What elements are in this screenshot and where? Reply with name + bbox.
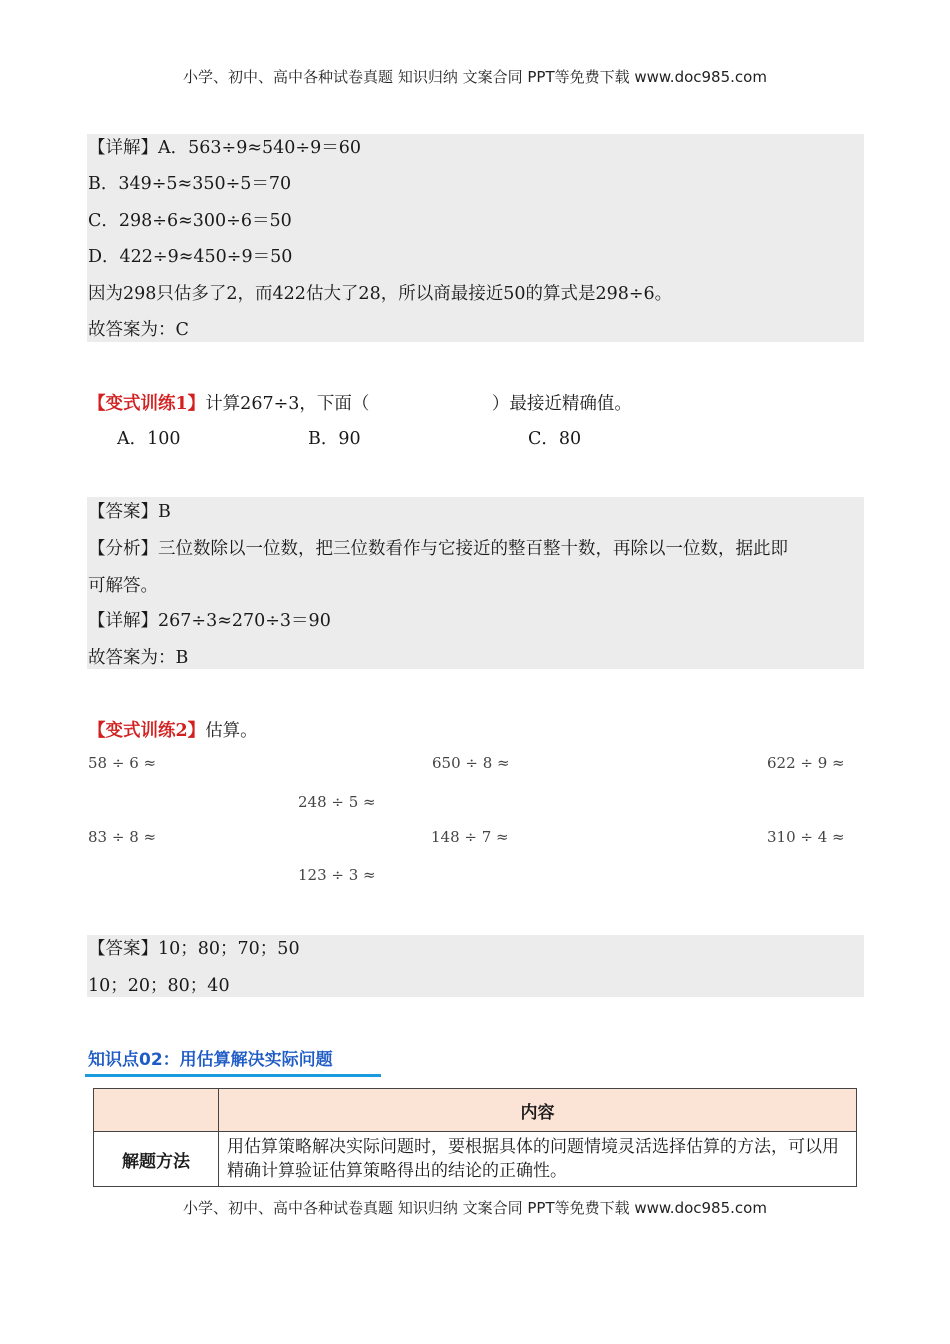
option-c: C．80 (528, 429, 582, 449)
solution-line: 可解答。 (88, 576, 158, 596)
solution-line: C．298÷6≈300÷6＝50 (88, 211, 292, 231)
solution-block-2 (87, 497, 864, 669)
exercise-2-text: 估算。 (205, 721, 258, 741)
option-b: B．90 (308, 429, 361, 449)
solution-line: 【详解】267÷3≈270÷3＝90 (88, 611, 331, 631)
exercise-1-question (88, 393, 632, 415)
solution-block-1 (87, 134, 864, 342)
answer-line: 【答案】10；80；70；50 (88, 939, 300, 959)
title-underline (85, 1074, 381, 1077)
exercise-2-question (88, 720, 258, 742)
solution-line: D．422÷9≈450÷9＝50 (88, 247, 293, 267)
estimate-item: 310 ÷ 4 ≈ (767, 828, 845, 846)
estimate-item: 622 ÷ 9 ≈ (767, 754, 845, 772)
solution-line: 【详解】A．563÷9≈540÷9＝60 (88, 138, 361, 158)
estimate-item: 83 ÷ 8 ≈ (88, 828, 157, 846)
knowledge-table (93, 1088, 857, 1187)
page-header: 小学、初中、高中各种试卷真题 知识归纳 文案合同 PPT等免费下载 www.doc985.com (183, 68, 767, 86)
exercise-2-tag: 【变式训练2】 (88, 721, 206, 741)
solution-line: 【答案】B (88, 502, 171, 522)
table-header-empty (94, 1089, 219, 1132)
estimate-item: 58 ÷ 6 ≈ (88, 754, 157, 772)
answer-line: 10；20；80；40 (88, 976, 230, 996)
solution-line: 因为298只估多了2，而422估大了28，所以商最接近50的算式是298÷6。 (88, 284, 673, 304)
solution-line: 【分析】三位数除以一位数，把三位数看作与它接近的整百整十数，再除以一位数，据此即 (88, 539, 788, 559)
table-row-text: 用估算策略解决实际问题时，要根据具体的问题情境灵活选择估算的方法，可以用精确计算验证估算策略得出的结论的正确性。 (219, 1132, 857, 1187)
option-a: A．100 (117, 429, 181, 449)
exercise-1-text: 计算267÷3，下面（ ）最接近精确值。 (205, 394, 632, 414)
exercise-1-tag: 【变式训练1】 (88, 394, 206, 414)
estimate-item: 148 ÷ 7 ≈ (431, 828, 509, 846)
solution-line: 故答案为：B (88, 648, 189, 668)
solution-line: 故答案为：C (88, 320, 189, 340)
estimate-item: 650 ÷ 8 ≈ (432, 754, 510, 772)
page-footer: 小学、初中、高中各种试卷真题 知识归纳 文案合同 PPT等免费下载 www.doc985.com (183, 1199, 767, 1217)
knowledge-point-title: 知识点02：用估算解决实际问题 (88, 1050, 333, 1070)
table-header-content: 内容 (219, 1089, 857, 1132)
estimate-item: 123 ÷ 3 ≈ (298, 866, 376, 884)
table-row-label: 解题方法 (94, 1132, 219, 1187)
estimate-item: 248 ÷ 5 ≈ (298, 793, 376, 811)
solution-line: B．349÷5≈350÷5＝70 (88, 174, 292, 194)
